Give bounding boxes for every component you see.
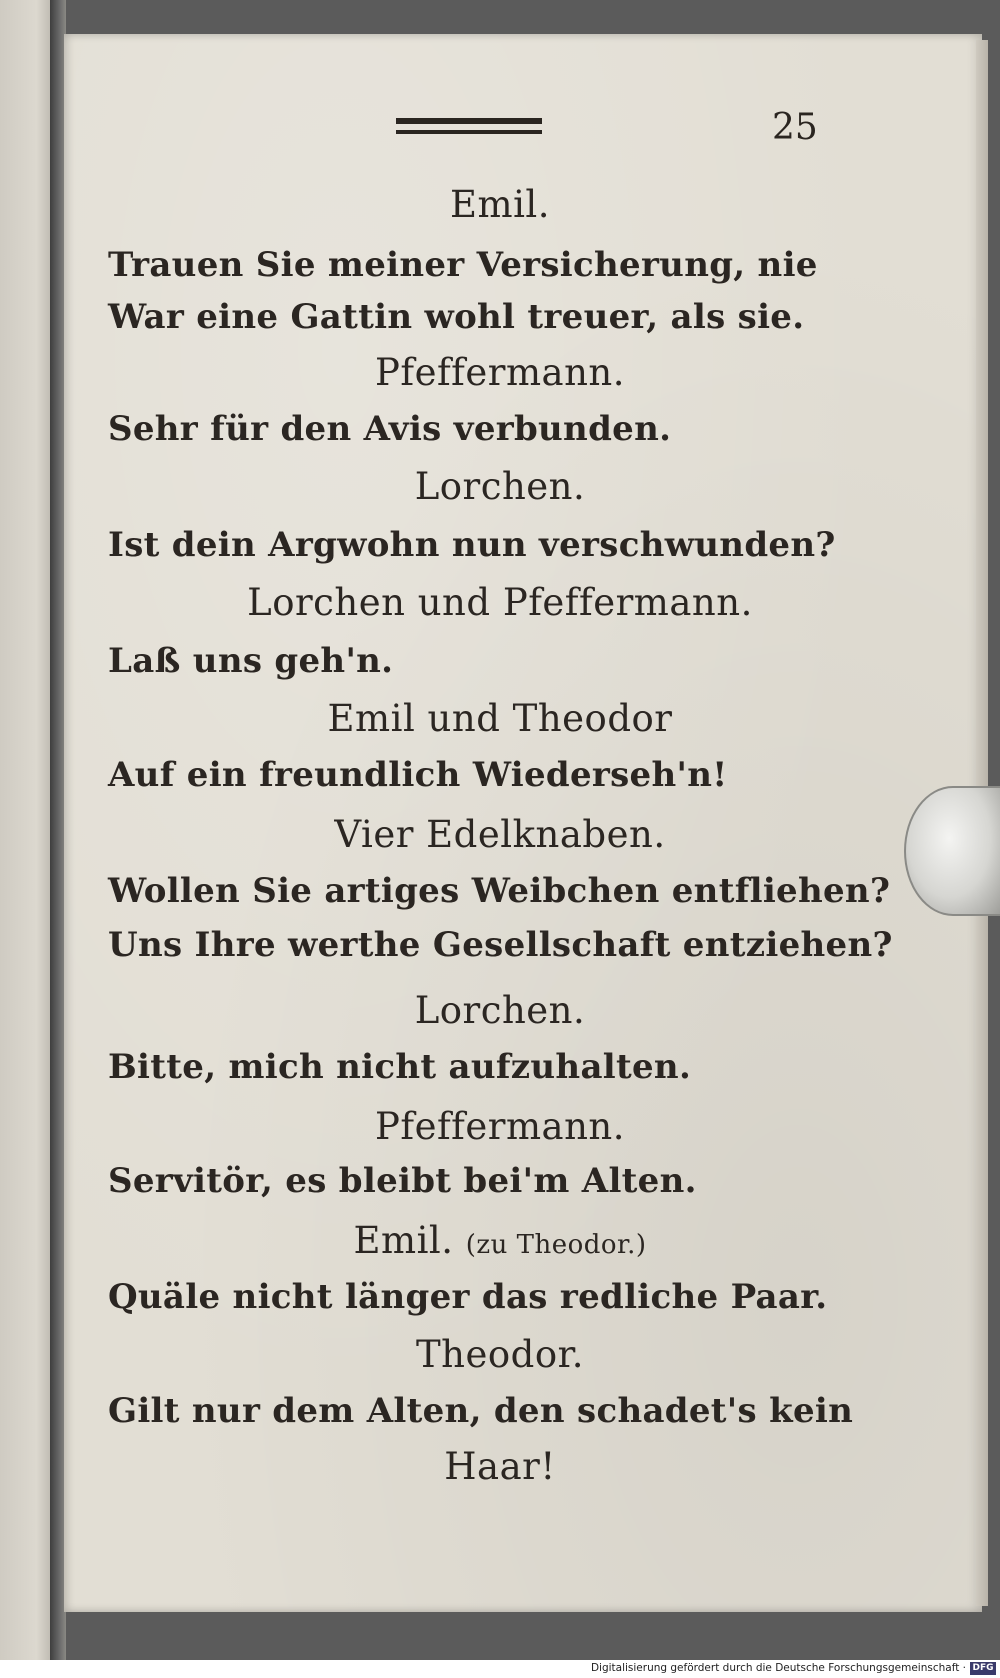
header-rule bbox=[396, 130, 542, 134]
speaker-heading bbox=[0, 1219, 1000, 1262]
verse-line: Sehr für den Avis verbunden. bbox=[108, 409, 672, 449]
speaker-heading: Lorchen. bbox=[414, 989, 586, 1032]
verse-line: Auf ein freundlich Wiederseh'n! bbox=[108, 755, 728, 795]
verse-line: Gilt nur dem Alten, den schadet's kein bbox=[108, 1391, 854, 1431]
speaker-name: Emil. bbox=[353, 1219, 454, 1262]
speaker-heading: Pfeffermann. bbox=[374, 351, 626, 394]
verse-line: Servitör, es bleibt bei'm Alten. bbox=[108, 1161, 697, 1201]
stage-direction: (zu Theodor.) bbox=[465, 1230, 647, 1260]
speaker-heading: Pfeffermann. bbox=[374, 1105, 626, 1148]
speaker-heading: Lorchen und Pfeffermann. bbox=[247, 581, 753, 624]
verse-line: Quäle nicht länger das redliche Paar. bbox=[108, 1277, 828, 1317]
speaker-heading: Lorchen. bbox=[414, 465, 586, 508]
header-rule bbox=[396, 118, 542, 124]
verse-line: Bitte, mich nicht aufzuhalten. bbox=[108, 1047, 692, 1087]
verse-line: Trauen Sie meiner Versicherung, nie bbox=[108, 245, 818, 285]
verse-line: Ist dein Argwohn nun verschwunden? bbox=[108, 525, 836, 565]
verse-line: Wollen Sie artiges Weibchen entfliehen? bbox=[108, 871, 891, 911]
footer-credit: Digitalisierung gefördert durch die Deutsche Forschungsgemeinschaft · bbox=[590, 1662, 966, 1674]
verse-line: Laß uns geh'n. bbox=[108, 641, 394, 681]
speaker-heading: Theodor. bbox=[415, 1333, 585, 1376]
speaker-heading: Emil. bbox=[449, 183, 551, 226]
speaker-heading: Emil und Theodor bbox=[327, 697, 673, 740]
page-number: 25 bbox=[772, 107, 818, 148]
verse-line: Uns Ihre werthe Gesellschaft entziehen? bbox=[108, 925, 893, 965]
verse-line-continuation: Haar! bbox=[444, 1445, 556, 1488]
speaker-heading: Vier Edelknaben. bbox=[334, 813, 666, 856]
verse-line: War eine Gattin wohl treuer, als sie. bbox=[108, 297, 805, 337]
dfg-logo: DFG bbox=[970, 1662, 996, 1675]
